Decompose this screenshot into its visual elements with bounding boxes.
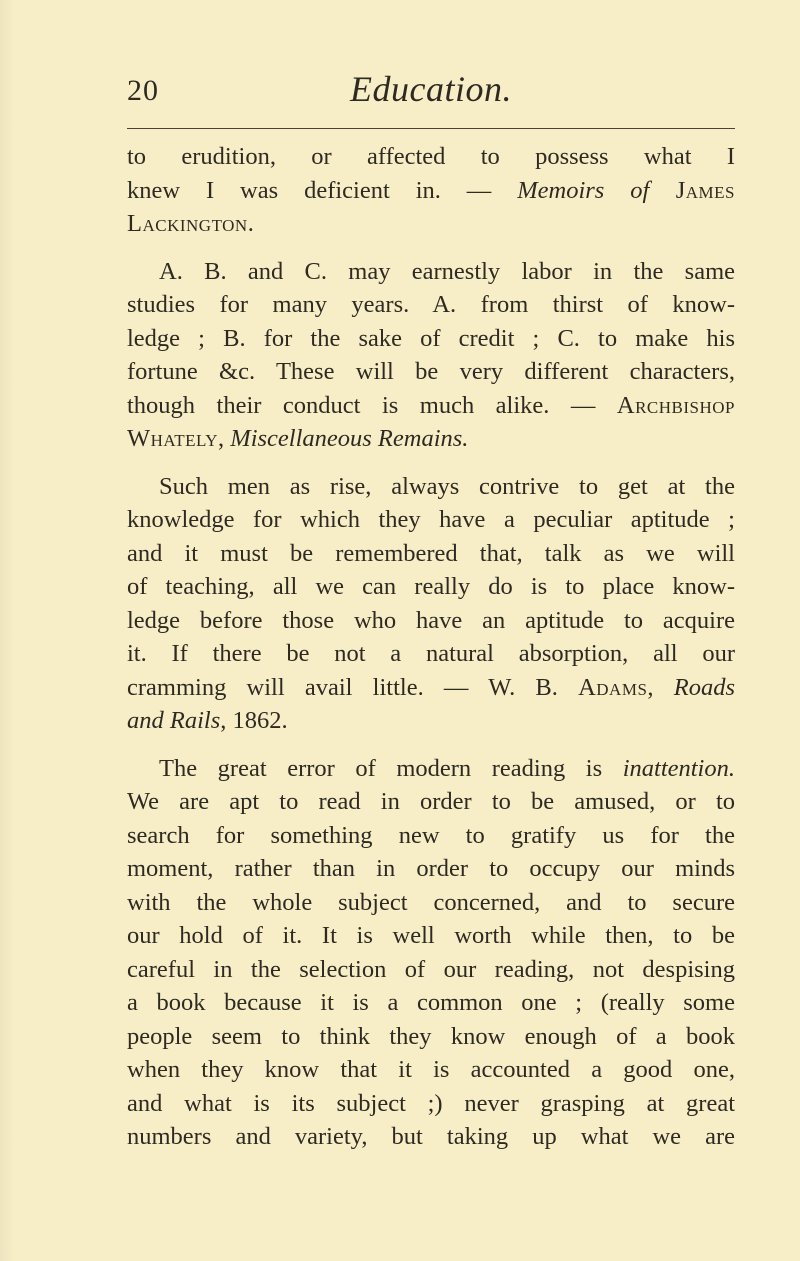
text-line bbox=[127, 671, 735, 705]
text-run: when they know that it is accounted a good one, bbox=[127, 1056, 735, 1083]
text-line bbox=[127, 919, 735, 953]
text-run: and Rails bbox=[127, 707, 221, 734]
text-line bbox=[127, 355, 735, 389]
text-run: our hold of it. It is well worth while then, to be bbox=[127, 922, 735, 949]
text-line bbox=[127, 537, 735, 571]
text-line bbox=[127, 785, 735, 819]
paragraph-gap bbox=[127, 456, 735, 470]
text-line bbox=[127, 174, 735, 208]
text-run: a book because it is a common one ; (really some bbox=[127, 989, 735, 1016]
page-edge-shadow bbox=[0, 0, 14, 1261]
text-run: We are apt to read in order to be amused, or to bbox=[127, 788, 735, 815]
text-run: to erudition, or affected to possess what I bbox=[127, 143, 735, 170]
text-run: Adams bbox=[578, 673, 648, 701]
text-run: and it must be remembered that, talk as we will bbox=[127, 539, 735, 567]
text-run: , bbox=[218, 425, 231, 452]
text-line bbox=[127, 140, 735, 174]
text-run: cramming will avail little. — W. B. bbox=[127, 673, 579, 701]
text-run: numbers and variety, but taking up what we are bbox=[127, 1123, 735, 1150]
text-run: it. If there be not a natural absorption, all our bbox=[127, 640, 735, 667]
paragraph-gap bbox=[127, 241, 735, 255]
page-header bbox=[127, 66, 735, 122]
text-line bbox=[127, 819, 735, 853]
text-line bbox=[127, 1020, 735, 1054]
text-run: Miscellaneous Remains. bbox=[230, 425, 469, 452]
header-rule bbox=[127, 128, 735, 129]
text-run: , bbox=[647, 673, 674, 701]
text-line bbox=[127, 570, 735, 604]
text-run: Such men as rise, always contrive to get at the bbox=[159, 472, 735, 500]
text-run: moment, rather than in order to occupy our minds bbox=[127, 855, 735, 882]
text-run: knowledge for which they have a peculiar aptitude ; bbox=[127, 506, 735, 533]
text-run: , 1862. bbox=[220, 707, 288, 734]
text-run: search for something new to gratify us for the bbox=[127, 821, 735, 849]
text-run: A. B. and C. may earnestly labor in the same bbox=[159, 257, 735, 285]
text-line bbox=[127, 288, 735, 322]
text-run: ledge ; B. for the sake of credit ; C. to make his bbox=[127, 324, 735, 352]
text-line bbox=[127, 704, 735, 738]
body-text bbox=[127, 140, 735, 1154]
text-line bbox=[127, 1053, 735, 1087]
text-run: inattention. bbox=[622, 754, 735, 782]
text-line bbox=[127, 503, 735, 537]
text-run: of teaching, all we can really do is to place know- bbox=[127, 573, 735, 600]
text-line bbox=[127, 1087, 735, 1121]
text-run: people seem to think they know enough of a book bbox=[127, 1022, 735, 1050]
text-line bbox=[127, 986, 735, 1020]
text-run: Whately bbox=[127, 425, 219, 452]
paragraph bbox=[127, 470, 735, 738]
text-run: with the whole subject concerned, and to secure bbox=[127, 888, 735, 916]
text-line bbox=[127, 886, 735, 920]
text-line bbox=[127, 953, 735, 987]
text-line bbox=[127, 637, 735, 671]
text-line bbox=[127, 1120, 735, 1154]
text-line bbox=[127, 255, 735, 289]
text-line bbox=[127, 470, 735, 504]
paragraph bbox=[127, 752, 735, 1154]
text-line bbox=[127, 422, 735, 456]
text-run: The great error of modern reading is bbox=[159, 754, 623, 782]
text-run: Lackington. bbox=[127, 210, 255, 237]
text-line bbox=[127, 207, 735, 241]
text-run: careful in the selection of our reading, not despising bbox=[127, 955, 735, 983]
text-run: studies for many years. A. from thirst of know- bbox=[127, 291, 735, 318]
text-line bbox=[127, 752, 735, 786]
text-line bbox=[127, 322, 735, 356]
text-run: Memoirs of bbox=[517, 176, 650, 204]
text-line bbox=[127, 604, 735, 638]
text-run: Roads bbox=[673, 673, 735, 701]
running-title: Education. bbox=[350, 69, 512, 109]
text-run: Archbishop bbox=[616, 391, 735, 419]
paragraph bbox=[127, 140, 735, 241]
paragraph bbox=[127, 255, 735, 456]
text-run: James bbox=[649, 176, 735, 204]
text-run: fortune &c. These will be very different characters, bbox=[127, 358, 735, 385]
text-run: though their conduct is much alike. — bbox=[127, 391, 617, 419]
text-run: ledge before those who have an aptitude to acquire bbox=[127, 606, 735, 634]
paragraph-gap bbox=[127, 738, 735, 752]
text-run: and what is its subject ;) never grasping at great bbox=[127, 1089, 735, 1117]
text-line bbox=[127, 852, 735, 886]
text-run: knew I was deficient in. — bbox=[127, 176, 518, 204]
page-number: 20 bbox=[127, 74, 159, 107]
text-line bbox=[127, 389, 735, 423]
